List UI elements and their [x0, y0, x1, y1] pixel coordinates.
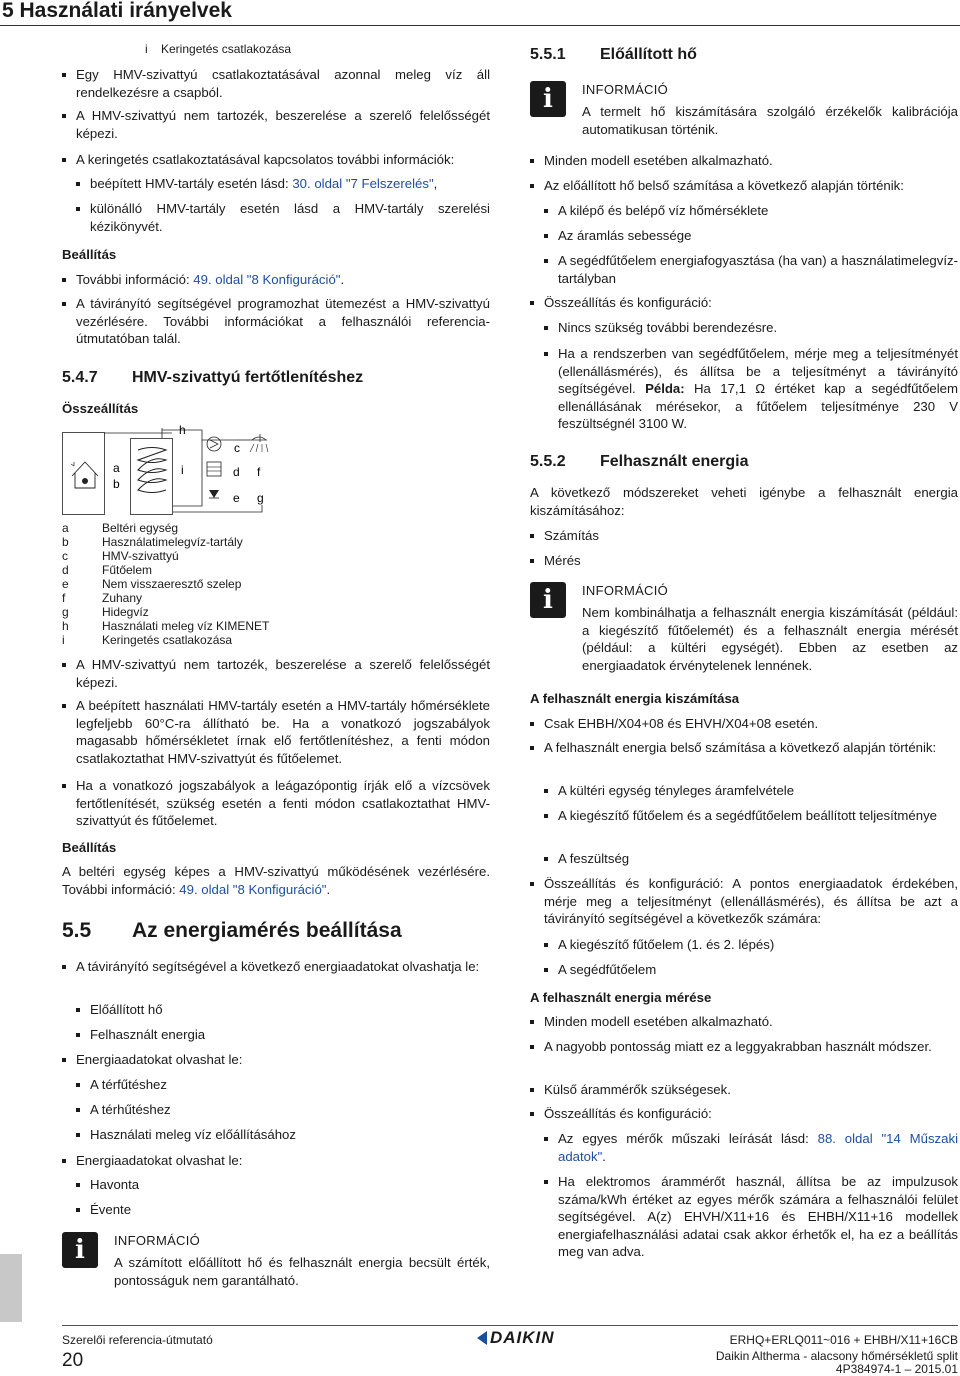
info-title: INFORMÁCIÓ — [582, 82, 669, 97]
legend-row: g Hidegvíz — [62, 605, 149, 619]
bullet: A HMV-szivattyú nem tartozék, beszerelése a szerelő felelősségét képezi. — [62, 107, 490, 142]
diagram-label: b — [113, 477, 120, 491]
bullet: A nagyobb pontosság miatt ez a leggyakrabban használt módszer. — [530, 1038, 958, 1056]
bullet: Számítás — [530, 527, 958, 545]
footer-rule — [62, 1325, 958, 1326]
footer-model: ERHQ+ERLQ011~016 + EHBH/X11+16CB — [729, 1333, 958, 1347]
subheading: A felhasznált energia mérése — [530, 990, 712, 1005]
page-link[interactable]: 88. oldal "14 Műszaki adatok" — [558, 1131, 959, 1164]
diagram-label: e — [233, 491, 240, 505]
sub-bullet: A segédfűtőelem — [530, 961, 958, 979]
sub-bullet: Felhasznált energia — [62, 1026, 490, 1044]
bullet: Energiaadatokat olvashat le: — [62, 1152, 490, 1170]
sub-bullet: Nincs szükség további berendezésre. — [530, 319, 958, 337]
sub-bullet: Előállított hő — [62, 1001, 490, 1019]
info-box — [62, 1232, 490, 1292]
page-link[interactable]: 49. oldal "8 Konfiguráció" — [179, 881, 327, 897]
header-rule — [0, 25, 960, 26]
diagram-label: g — [257, 491, 264, 505]
sub-bullet: A kilépő és belépő víz hőmérséklete — [530, 202, 958, 220]
footer-guide: Szerelői referencia-útmutató — [62, 1333, 213, 1347]
info-text: A számított előállított hő és felhasznált energia becsült érték, pontosságuk nem garantálható. — [114, 1255, 490, 1288]
legend-row: f Zuhany — [62, 591, 143, 605]
bullet: Egy HMV-szivattyú csatlakoztatásával azonnal meleg víz áll rendelkezésre a csapból. — [62, 66, 490, 101]
sub-bullet: A kiegészítő fűtőelem és a segédfűtőelem beállított teljesítménye — [530, 807, 958, 825]
subheading: Beállítás — [62, 840, 117, 855]
bullet: Mérés — [530, 552, 958, 570]
sub-bullet: Havonta — [62, 1176, 490, 1194]
bullet: Külső árammérők szükségesek. — [530, 1081, 958, 1099]
bullet: Összeállítás és konfiguráció: — [530, 294, 958, 312]
info-box — [530, 582, 958, 682]
hmv-pump-diagram — [62, 420, 292, 520]
pump-symbol — [207, 437, 221, 451]
sub-bullet: különálló HMV-tartály esetén lásd a HMV-tartály szerelési kézikönyvét. — [62, 200, 490, 235]
bullet: Összeállítás és konfiguráció: — [530, 1105, 958, 1123]
legend-row: b Használatimelegvíz-tartály — [62, 535, 243, 549]
section-5-5-heading: 5.5 Az energiamérés beállítása — [62, 919, 402, 942]
indoor-unit-box — [63, 433, 105, 515]
footer-code: 4P384974-1 – 2015.01 — [835, 1362, 958, 1376]
subheading: Összeállítás — [62, 401, 139, 416]
sub-bullet: A kiegészítő fűtőelem (1. és 2. lépés) — [530, 936, 958, 954]
sub-bullet: beépített HMV-tartály esetén lásd: 30. oldal "7 Felszerelés", — [62, 175, 490, 193]
diagram-label: i — [181, 463, 184, 477]
info-icon: i — [62, 1232, 98, 1268]
legend-row: d Fűtőelem — [62, 563, 153, 577]
section-5-5-1-heading: 5.5.1 Előállított hő — [530, 46, 697, 63]
sub-bullet: A térhűtéshez — [62, 1101, 490, 1119]
daikin-logo: DAIKIN — [477, 1329, 555, 1347]
info-text: A termelt hő kiszámítására szolgáló érzékelők kalibrációja automatikusan történik. — [582, 104, 958, 137]
legend-row: i Keringetés csatlakozása — [62, 633, 233, 647]
diagram-label: d — [233, 465, 240, 479]
bullet: Az előállított hő belső számítása a következő alapján történik: — [530, 177, 958, 195]
legend-row: c HMV-szivattyú — [62, 549, 179, 563]
info-title: INFORMÁCIÓ — [114, 1233, 201, 1248]
bullet: A beépített használati HMV-tartály esetén a HMV-tartály hőmérséklete legfeljebb 60°C-ra állítható be. Ha a vonatkozó jogszabályok magasabb hőmérsékletet írnak elő fertőtlenítéshez, a fenti módon csatlakoztathat HMV-szivattyút és fűtőelemet. — [62, 697, 490, 767]
subheading: A felhasznált energia kiszámítása — [530, 691, 740, 706]
sub-bullet: A térfűtéshez — [62, 1076, 490, 1094]
bullet: További információ: 49. oldal "8 Konfiguráció". — [62, 271, 490, 289]
valve-symbol — [209, 490, 219, 498]
info-box — [530, 81, 958, 141]
sub-bullet: Az egyes mérők műszaki leírását lásd: 88. oldal "14 Műszaki adatok". — [530, 1130, 958, 1165]
bullet: Energiaadatokat olvashat le: — [62, 1051, 490, 1069]
diagram-label: a — [113, 461, 120, 475]
info-text: Nem kombinálhatja a felhasznált energia kiszámítását (például: a kiegészítő fűtőelemét) és a felhasznált energia mérését (például: a kültéri egységét). Ebben az esetben az energiaadatok érvénytelenek lennének. — [582, 605, 958, 673]
bullet: A távirányító segítségével a következő energiaadatokat olvashatja le: — [62, 958, 490, 976]
diagram-legend — [62, 521, 269, 647]
page-link[interactable]: 49. oldal "8 Konfiguráció" — [193, 272, 341, 287]
page-number: 20 — [62, 1350, 84, 1371]
sub-bullet: A feszültség — [530, 850, 958, 868]
paragraph: A következő módszereket veheti igénybe a felhasznált energia kiszámításához: — [530, 485, 958, 518]
bullet: Minden modell esetében alkalmazható. — [530, 152, 958, 170]
bullet: A HMV-szivattyú nem tartozék, beszerelése a szerelő felelősségét képezi. — [62, 656, 490, 691]
sub-bullet: A kültéri egység tényleges áramfelvétele — [530, 782, 958, 800]
info-icon: i — [530, 582, 566, 618]
diagram-label: c — [234, 441, 240, 455]
paragraph: A beltéri egység képes a HMV-szivattyú működésének vezérlésére. További információ: 49. oldal "8 Konfiguráció". — [62, 864, 490, 897]
page-title: 5 Használati irányelvek — [2, 0, 232, 22]
footer-product: Daikin Altherma - alacsony hőmérsékletű split — [715, 1349, 958, 1363]
coil — [138, 448, 166, 493]
legend-row: a Beltéri egység — [62, 521, 179, 535]
sub-bullet: Évente — [62, 1201, 490, 1219]
top-legend-item: i Keringetés csatlakozása — [145, 42, 292, 56]
sub-bullet: Használati meleg víz előállításához — [62, 1126, 490, 1144]
info-icon: i — [530, 81, 566, 117]
bullet: A távirányító segítségével programozhat ütemezést a HMV-szivattyú vezérlésére. További információkat a felhasználói referencia-útmutatóban talál. — [62, 295, 490, 348]
side-tab — [0, 1254, 22, 1322]
bullet: Csak EHBH/X04+08 és EHVH/X04+08 esetén. — [530, 715, 958, 733]
legend-row: h Használati meleg víz KIMENET — [62, 619, 270, 633]
heater-symbol — [207, 462, 221, 476]
section-5-4-7-heading: 5.4.7 HMV-szivattyú fertőtlenítéshez — [62, 369, 364, 386]
legend-row: e Nem visszaeresztő szelep — [62, 577, 242, 591]
sub-bullet: Az áramlás sebessége — [530, 227, 958, 245]
subheading: Beállítás — [62, 247, 117, 262]
bullet: Minden modell esetében alkalmazható. — [530, 1013, 958, 1031]
sub-bullet: A segédfűtőelem energiafogyasztása (ha van) a használatimelegvíz-tartályban — [530, 252, 958, 287]
sub-bullet: Ha elektromos árammérőt használ, állítsa be az impulzusok száma/kWh értéket az egyes mérők számára a felhasználói felület segítségével. A(z) EHVH/X11+16 és EHBH/X11+16 modellek energiafelhasználási adatai csak akkor érhetők el, ha ez a beállítás meg van adva. — [530, 1173, 958, 1261]
section-5-5-2-heading: 5.5.2 Felhasznált energia — [530, 453, 749, 470]
bullet: A felhasznált energia belső számítása a következő alapján történik: — [530, 739, 958, 757]
diagram-label: h — [179, 423, 186, 437]
diagram-label: f — [257, 465, 261, 479]
bullet: Ha a vonatkozó jogszabályok a leágazópontig írják elő a vízcsövek fertőtlenítését, szükség esetén a fenti módon csatlakoztathat HMV-szivattyút és fűtőelemet. — [62, 777, 490, 830]
logo-mark — [477, 1331, 487, 1345]
bullet: Összeállítás és konfiguráció: A pontos energiaadatok érdekében, mérje meg a teljesítményt (ellenállásmérés), és állítsa be azt a távirányító segítségével a következők számára: — [530, 875, 958, 928]
info-title: INFORMÁCIÓ — [582, 583, 669, 598]
sub-bullet: Ha a rendszerben van segédfűtőelem, mérje meg a teljesítményét (ellenállásmérés), és állítsa be a teljesítményt a távirányító segítségével. Példa: Ha 17,1 Ω értéket kap a segédfűtőelem ellenállásának mérésekor, a fűtőelem teljesítménye 230 V feszültségnél 3100 W. — [530, 345, 958, 433]
page-link[interactable]: 30. oldal "7 Felszerelés" — [292, 176, 434, 191]
house-icon — [72, 462, 98, 488]
bullet: A keringetés csatlakoztatásával kapcsolatos további információk: — [62, 151, 490, 169]
